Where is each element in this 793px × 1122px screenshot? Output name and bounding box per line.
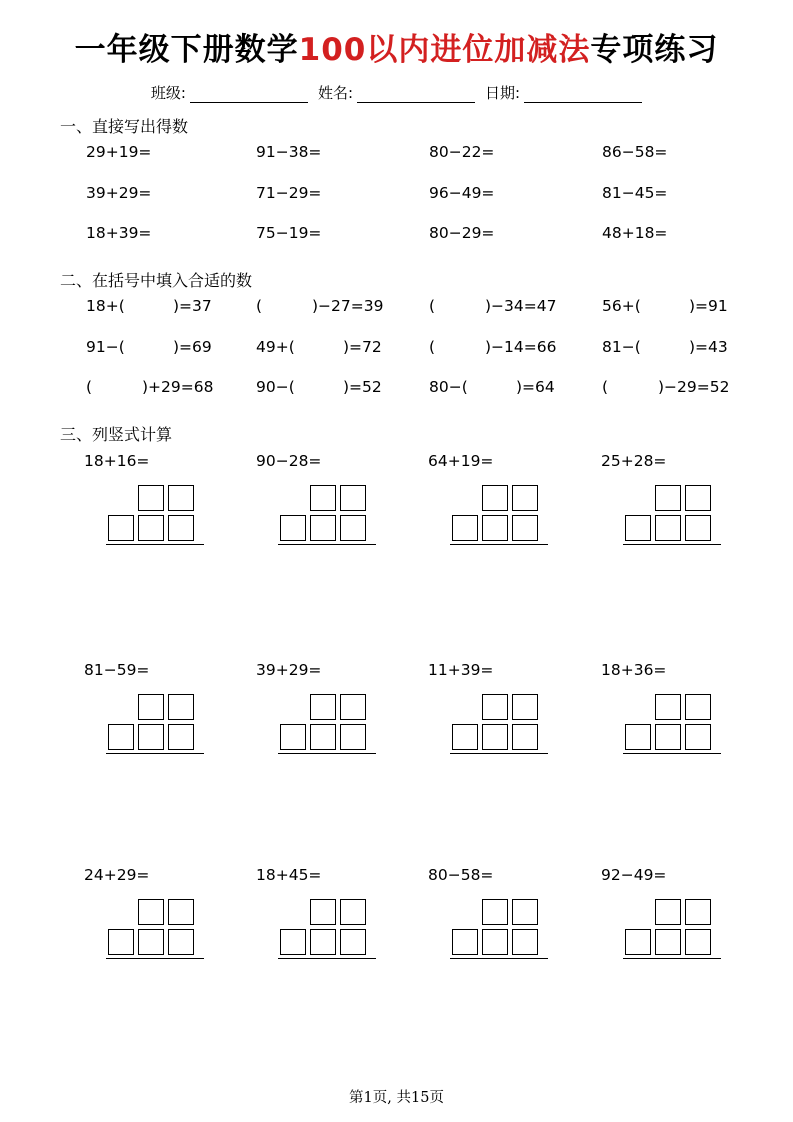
answer-line — [623, 544, 721, 545]
class-blank[interactable] — [190, 86, 308, 103]
mental-math-problem: 81−45= — [602, 184, 668, 202]
top-digit-box[interactable] — [310, 694, 336, 720]
problem-right-part: )−27=39 — [312, 297, 384, 315]
problem-right-part: )=64 — [516, 378, 555, 396]
calc-expression: 81−59= — [84, 661, 150, 679]
problem-right-part: )=72 — [343, 338, 382, 356]
top-digit-box[interactable] — [685, 899, 711, 925]
class-label: 班级: — [150, 84, 186, 102]
top-digit-box[interactable] — [138, 899, 164, 925]
fill-blank-problem[interactable] — [602, 378, 762, 400]
section3-heading: 三、列竖式计算 — [60, 425, 173, 444]
problem-right-part: )=69 — [173, 338, 212, 356]
problem-left-part: ( — [256, 297, 263, 315]
fill-blank-problem[interactable] — [256, 378, 416, 400]
bottom-digit-box[interactable] — [138, 724, 164, 750]
fill-blank-problem[interactable] — [602, 297, 762, 319]
bottom-digit-box[interactable] — [625, 515, 651, 541]
problem-right-part: )−29=52 — [658, 378, 730, 396]
mental-math-problem: 48+18= — [602, 224, 668, 242]
mental-math-problem: 91−38= — [256, 143, 322, 161]
problem-left-part: ( — [429, 338, 436, 356]
bottom-digit-box[interactable] — [655, 724, 681, 750]
problem-right-part: )−34=47 — [485, 297, 557, 315]
top-digit-box[interactable] — [512, 694, 538, 720]
bottom-digit-box[interactable] — [280, 929, 306, 955]
mental-math-problem: 80−29= — [429, 224, 495, 242]
calc-expression: 90−28= — [256, 452, 322, 470]
student-info — [0, 82, 793, 103]
problem-left-part: 91−( — [86, 338, 125, 356]
fill-blank-problem[interactable] — [429, 338, 589, 360]
mental-math-problem: 86−58= — [602, 143, 668, 161]
bottom-digit-box[interactable] — [512, 515, 538, 541]
fill-blank-problem[interactable] — [602, 338, 762, 360]
calc-expression: 18+36= — [601, 661, 667, 679]
vertical-calc-problem — [256, 866, 406, 981]
vertical-calc-problem — [428, 661, 578, 776]
bottom-digit-box[interactable] — [108, 724, 134, 750]
top-digit-box[interactable] — [482, 485, 508, 511]
bottom-digit-box[interactable] — [625, 724, 651, 750]
bottom-digit-box[interactable] — [340, 724, 366, 750]
answer-line — [623, 958, 721, 959]
bottom-digit-box[interactable] — [685, 724, 711, 750]
bottom-digit-box[interactable] — [168, 724, 194, 750]
top-digit-box[interactable] — [655, 485, 681, 511]
date-blank[interactable] — [524, 86, 642, 103]
calc-expression: 64+19= — [428, 452, 494, 470]
vertical-calc-problem — [256, 452, 406, 567]
top-digit-box[interactable] — [168, 694, 194, 720]
top-digit-box[interactable] — [512, 485, 538, 511]
bottom-digit-box[interactable] — [685, 515, 711, 541]
answer-line — [450, 958, 548, 959]
problem-right-part: )=91 — [689, 297, 728, 315]
answer-line — [106, 544, 204, 545]
mental-math-problem: 39+29= — [86, 184, 152, 202]
top-digit-box[interactable] — [482, 899, 508, 925]
problem-right-part: )=37 — [173, 297, 212, 315]
top-digit-box[interactable] — [340, 694, 366, 720]
fill-blank-problem[interactable] — [256, 338, 416, 360]
bottom-digit-box[interactable] — [625, 929, 651, 955]
top-digit-box[interactable] — [655, 899, 681, 925]
bottom-digit-box[interactable] — [138, 929, 164, 955]
bottom-digit-box[interactable] — [512, 724, 538, 750]
fill-blank-problem[interactable] — [256, 297, 416, 319]
mental-math-problem: 18+39= — [86, 224, 152, 242]
bottom-digit-box[interactable] — [685, 929, 711, 955]
problem-left-part: 80−( — [429, 378, 468, 396]
mental-math-problem: 71−29= — [256, 184, 322, 202]
top-digit-box[interactable] — [685, 694, 711, 720]
bottom-digit-box[interactable] — [310, 929, 336, 955]
bottom-digit-box[interactable] — [340, 929, 366, 955]
vertical-calc-problem — [256, 661, 406, 776]
bottom-digit-box[interactable] — [452, 929, 478, 955]
page-title — [0, 24, 793, 69]
top-digit-box[interactable] — [685, 485, 711, 511]
mental-math-problem: 96−49= — [429, 184, 495, 202]
problem-right-part: )=52 — [343, 378, 382, 396]
vertical-calc-problem — [601, 661, 751, 776]
problem-right-part: )−14=66 — [485, 338, 557, 356]
bottom-digit-box[interactable] — [655, 929, 681, 955]
answer-line — [278, 544, 376, 545]
bottom-digit-box[interactable] — [482, 724, 508, 750]
problem-left-part: ( — [602, 378, 609, 396]
fill-blank-problem[interactable] — [429, 297, 589, 319]
calc-expression: 11+39= — [428, 661, 494, 679]
bottom-digit-box[interactable] — [512, 929, 538, 955]
mental-math-problem: 80−22= — [429, 143, 495, 161]
bottom-digit-box[interactable] — [168, 515, 194, 541]
bottom-digit-box[interactable] — [482, 515, 508, 541]
bottom-digit-box[interactable] — [482, 929, 508, 955]
bottom-digit-box[interactable] — [108, 515, 134, 541]
answer-line — [278, 753, 376, 754]
top-digit-box[interactable] — [310, 899, 336, 925]
calc-expression: 18+45= — [256, 866, 322, 884]
mental-math-problem: 29+19= — [86, 143, 152, 161]
title-part-3: 专项练习 — [590, 32, 719, 68]
bottom-digit-box[interactable] — [340, 515, 366, 541]
problem-left-part: 81−( — [602, 338, 641, 356]
answer-line — [106, 753, 204, 754]
problem-left-part: ( — [429, 297, 436, 315]
title-part-1: 一年级下册数学 — [74, 32, 299, 68]
top-digit-box[interactable] — [138, 694, 164, 720]
answer-line — [450, 544, 548, 545]
top-digit-box[interactable] — [340, 899, 366, 925]
top-digit-box[interactable] — [655, 694, 681, 720]
fill-blank-problem[interactable] — [86, 297, 246, 319]
section2-heading: 二、在括号中填入合适的数 — [60, 271, 253, 290]
calc-expression: 80−58= — [428, 866, 494, 884]
problem-left-part: 56+( — [602, 297, 641, 315]
top-digit-box[interactable] — [168, 899, 194, 925]
problem-left-part: 18+( — [86, 297, 125, 315]
top-digit-box[interactable] — [138, 485, 164, 511]
top-digit-box[interactable] — [168, 485, 194, 511]
fill-blank-problem[interactable] — [429, 378, 589, 400]
top-digit-box[interactable] — [482, 694, 508, 720]
bottom-digit-box[interactable] — [310, 724, 336, 750]
top-digit-box[interactable] — [512, 899, 538, 925]
bottom-digit-box[interactable] — [655, 515, 681, 541]
bottom-digit-box[interactable] — [138, 515, 164, 541]
problem-left-part: 90−( — [256, 378, 295, 396]
name-field — [318, 82, 475, 103]
vertical-calc-problem — [428, 452, 578, 567]
problem-right-part: )=43 — [689, 338, 728, 356]
bottom-digit-box[interactable] — [108, 929, 134, 955]
date-field — [485, 82, 642, 103]
date-label: 日期: — [485, 84, 521, 102]
top-digit-box[interactable] — [340, 485, 366, 511]
vertical-calc-problem — [84, 866, 234, 981]
mental-math-problem: 75−19= — [256, 224, 322, 242]
bottom-digit-box[interactable] — [452, 515, 478, 541]
problem-left-part: 49+( — [256, 338, 295, 356]
vertical-calc-problem — [84, 452, 234, 567]
answer-line — [106, 958, 204, 959]
section1-heading: 一、直接写出得数 — [60, 117, 189, 136]
calc-expression: 92−49= — [601, 866, 667, 884]
fill-blank-problem[interactable] — [86, 338, 246, 360]
calc-expression: 25+28= — [601, 452, 667, 470]
answer-line — [450, 753, 548, 754]
class-field — [151, 82, 308, 103]
top-digit-box[interactable] — [310, 485, 336, 511]
fill-blank-problem[interactable] — [86, 378, 246, 400]
name-label: 姓名: — [317, 84, 354, 102]
name-blank[interactable] — [357, 86, 475, 103]
vertical-calc-problem — [428, 866, 578, 981]
calc-expression: 39+29= — [256, 661, 322, 679]
bottom-digit-box[interactable] — [280, 724, 306, 750]
bottom-digit-box[interactable] — [452, 724, 478, 750]
problem-right-part: )+29=68 — [142, 378, 214, 396]
bottom-digit-box[interactable] — [310, 515, 336, 541]
bottom-digit-box[interactable] — [280, 515, 306, 541]
calc-expression: 18+16= — [84, 452, 150, 470]
problem-left-part: ( — [86, 378, 93, 396]
page-footer: 第1页, 共15页 — [349, 1090, 444, 1106]
vertical-calc-problem — [84, 661, 234, 776]
bottom-digit-box[interactable] — [168, 929, 194, 955]
vertical-calc-problem — [601, 452, 751, 567]
title-accent: 100以内进位加减法 — [298, 32, 591, 68]
answer-line — [278, 958, 376, 959]
answer-line — [623, 753, 721, 754]
vertical-calc-problem — [601, 866, 751, 981]
calc-expression: 24+29= — [84, 866, 150, 884]
